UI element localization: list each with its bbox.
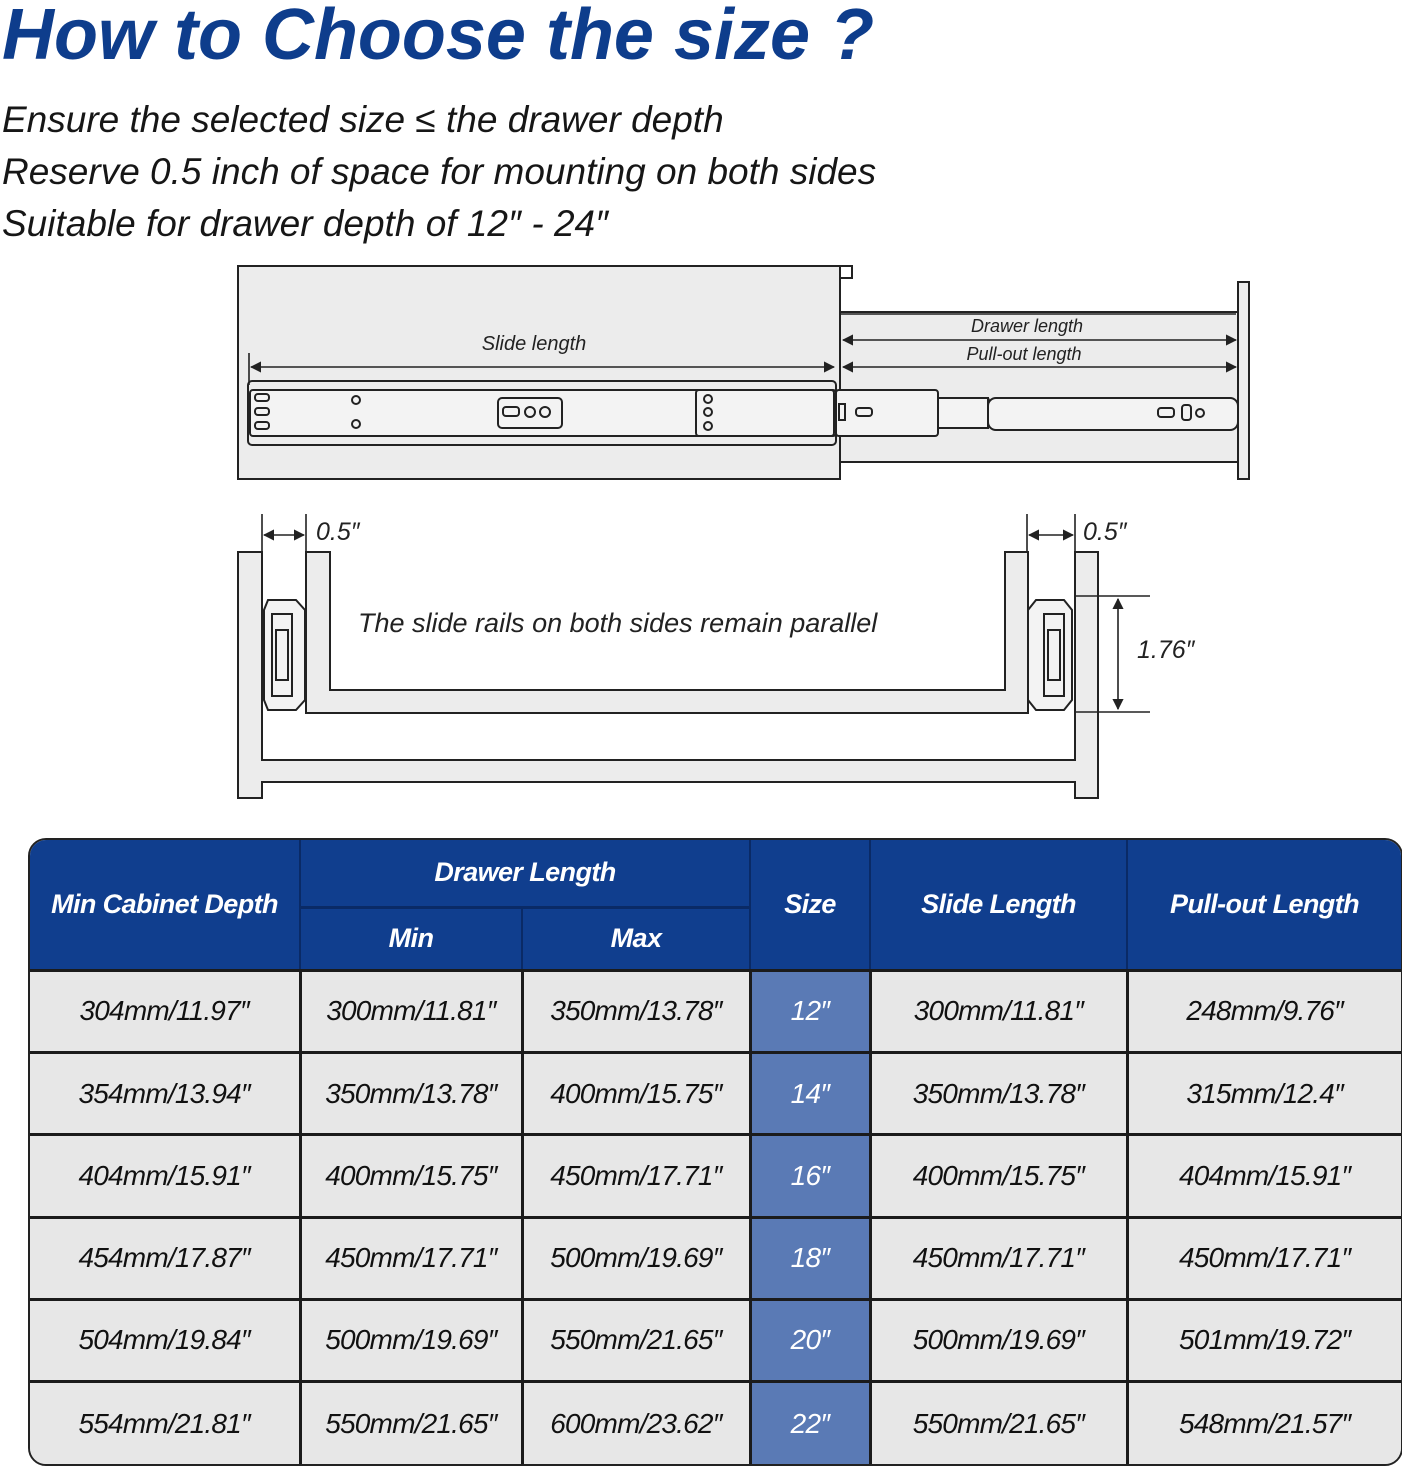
- note-depth: Ensure the selected size ≤ the drawer depth: [2, 99, 724, 140]
- size-notes: [2, 94, 876, 250]
- cell-pullout-length: 248mm/9.76″: [1127, 970, 1401, 1052]
- page-title: How to Choose the size ?: [2, 0, 875, 75]
- cell-slide-length: 450mm/17.71″: [870, 1217, 1127, 1299]
- cell-slide-length: 500mm/19.69″: [870, 1299, 1127, 1381]
- cell-slide-length: 300mm/11.81″: [870, 970, 1127, 1052]
- pullout-length-label: Pull-out length: [966, 344, 1082, 364]
- table-row: [30, 1217, 1401, 1299]
- left-rail-profile: [264, 600, 305, 710]
- gap-right-label: 0.5″: [1083, 518, 1127, 546]
- cell-cabinet-depth: 504mm/19.84″: [30, 1299, 300, 1381]
- cell-drawer-min: 400mm/15.75″: [300, 1135, 522, 1217]
- drawer-length-label: Drawer length: [970, 316, 1084, 336]
- cell-size: 12″: [750, 970, 870, 1052]
- cell-drawer-max: 600mm/23.62″: [522, 1382, 750, 1464]
- cell-size: 18″: [750, 1217, 870, 1299]
- cell-pullout-length: 404mm/15.91″: [1127, 1135, 1401, 1217]
- cell-slide-length: 400mm/15.75″: [870, 1135, 1127, 1217]
- slide-length-label: Slide length: [481, 333, 587, 355]
- cell-drawer-max: 500mm/19.69″: [522, 1217, 750, 1299]
- table-row: [30, 1299, 1401, 1381]
- cell-slide-length: 350mm/13.78″: [870, 1052, 1127, 1134]
- slide-inner-rail: [988, 398, 1238, 430]
- cell-drawer-min: 350mm/13.78″: [300, 1052, 522, 1134]
- table-row: [30, 1382, 1401, 1464]
- header-drawer-length: Drawer Length: [300, 840, 750, 907]
- note-spacing: Reserve 0.5 inch of space for mounting on both sides: [2, 151, 877, 192]
- right-rail-profile: [1028, 600, 1072, 710]
- table-row: [30, 1052, 1401, 1134]
- cell-pullout-length: 315mm/12.4″: [1127, 1052, 1401, 1134]
- cell-size: 22″: [750, 1382, 870, 1464]
- note-range: Suitable for drawer depth of 12″ - 24″: [2, 203, 609, 244]
- cell-pullout-length: 548mm/21.57″: [1127, 1382, 1401, 1464]
- cell-cabinet-depth: 554mm/21.81″: [30, 1382, 300, 1464]
- slide-middle-rail: [836, 390, 938, 436]
- parallel-note: The slide rails on both sides remain parallel: [358, 608, 878, 638]
- cell-cabinet-depth: 304mm/11.97″: [30, 970, 300, 1052]
- slide-diagram: [0, 255, 1402, 815]
- cell-size: 20″: [750, 1299, 870, 1381]
- cell-cabinet-depth: 404mm/15.91″: [30, 1135, 300, 1217]
- cell-drawer-max: 350mm/13.78″: [522, 970, 750, 1052]
- cell-pullout-length: 501mm/19.72″: [1127, 1299, 1401, 1381]
- header-min: Min: [300, 907, 522, 970]
- cabinet-side: [238, 266, 840, 479]
- cell-drawer-min: 450mm/17.71″: [300, 1217, 522, 1299]
- cell-cabinet-depth: 354mm/13.94″: [30, 1052, 300, 1134]
- header-size: Size: [750, 840, 870, 970]
- cell-size: 16″: [750, 1135, 870, 1217]
- cell-drawer-max: 450mm/17.71″: [522, 1135, 750, 1217]
- drawer-front: [1238, 282, 1249, 479]
- cell-drawer-min: 550mm/21.65″: [300, 1382, 522, 1464]
- rail-height-label: 1.76″: [1137, 636, 1195, 664]
- cell-pullout-length: 450mm/17.71″: [1127, 1217, 1401, 1299]
- size-table-container: [28, 838, 1402, 1466]
- cell-drawer-max: 400mm/15.75″: [522, 1052, 750, 1134]
- cell-slide-length: 550mm/21.65″: [870, 1382, 1127, 1464]
- size-table: [30, 840, 1401, 1464]
- cabinet-frame: [238, 552, 1098, 798]
- header-slide-length: Slide Length: [870, 840, 1127, 970]
- cell-drawer-min: 500mm/19.69″: [300, 1299, 522, 1381]
- table-row: [30, 970, 1401, 1052]
- cell-cabinet-depth: 454mm/17.87″: [30, 1217, 300, 1299]
- cell-drawer-max: 550mm/21.65″: [522, 1299, 750, 1381]
- header-min-cabinet-depth: Min Cabinet Depth: [30, 840, 300, 970]
- cell-drawer-min: 300mm/11.81″: [300, 970, 522, 1052]
- table-row: [30, 1135, 1401, 1217]
- gap-left-label: 0.5″: [316, 518, 360, 546]
- side-view: [238, 266, 1249, 479]
- front-view: [238, 552, 1098, 798]
- header-pullout-length: Pull-out Length: [1127, 840, 1401, 970]
- header-max: Max: [522, 907, 750, 970]
- cell-size: 14″: [750, 1052, 870, 1134]
